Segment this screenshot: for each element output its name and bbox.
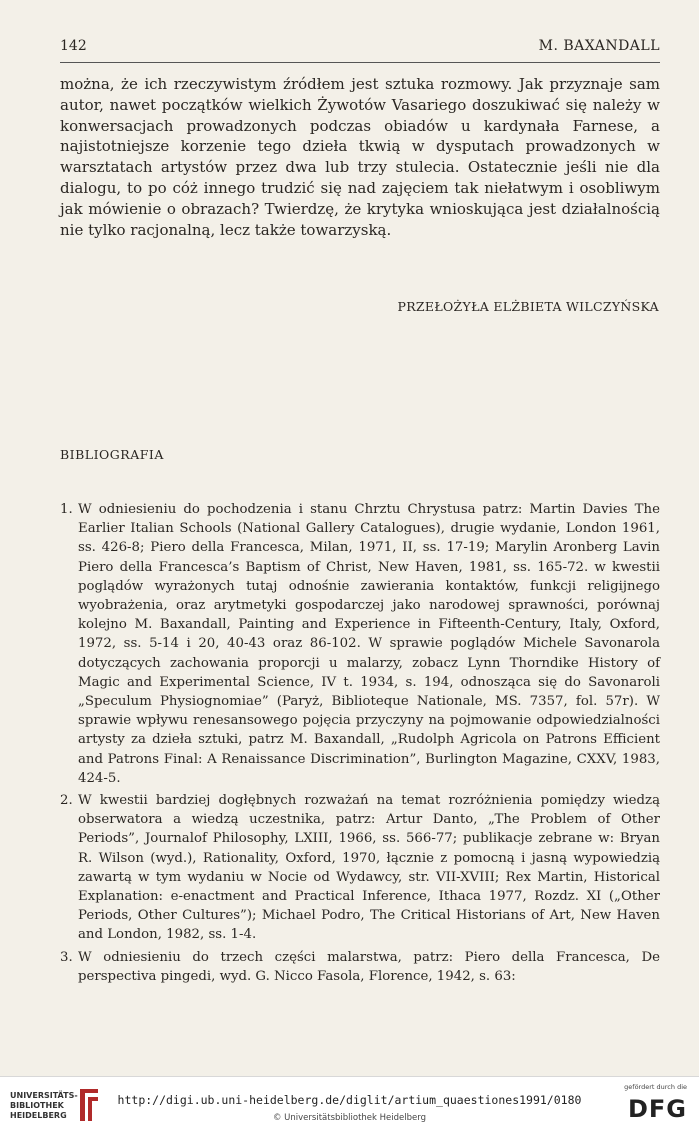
translator-credit: PRZEŁOŻYŁA ELŻBIETA WILCZYŃSKA	[397, 299, 659, 314]
reference-number: 2.	[60, 793, 73, 809]
sponsor-name: DFG	[627, 1095, 687, 1123]
reference-item	[60, 791, 660, 945]
reference-number: 3.	[60, 949, 73, 965]
bibliography-list	[60, 500, 660, 989]
reference-item	[60, 500, 660, 788]
running-header	[60, 38, 660, 60]
page-permalink[interactable]: http://digi.ub.uni-heidelberg.de/diglit/artium_quaestiones1991/0180	[117, 1093, 582, 1107]
running-head-author: M. BAXANDALL	[538, 38, 660, 54]
reference-item	[60, 948, 660, 986]
header-rule	[60, 62, 660, 63]
body-paragraph: można, że ich rzeczywistym źródłem jest sztuka rozmowy. Jak przyznaje sam autor, nawet początków wielkich Żywotów Vasariego doszukiwać się należy w konwersacjach prowadzonych podczas obiadów u kardynała Farnese, a najistotniejsze korzenie tego dzieła tkwią w dysputach prowadzonych w warsztatach artystów przez dwa lub trzy stulecia. Ostatecznie jeśli nie dla dialogu, to po cóż innego trudzić się nad zajęciem tak niełatwym i osobliwym jak mówienie o obrazach? Twierdzę, że krytyka wnioskująca jest działalnością nie tylko racjonalną, lecz także towarzyską.	[60, 75, 660, 239]
reference-text: W odniesieniu do pochodzenia i stanu Chrztu Chrystusa patrz: Martin Davies The Earlier Italian Schools (National Gallery Catalogues), drugie wydanie, London 1961, ss. 426-8; Piero della Francesca, Milan, 1971, II, ss. 17-19; Marylin Aronberg Lavin Piero della Francesca’s Baptism of Christ, New Haven, 1981, ss. 165-72. w kwestii poglądów wyrażonych tutaj odnośnie zawierania kontaktów, funkcji religijnego wyobrażenia, oraz arytmetyki gospodarczej jako narodowej sprawności, porównaj kolejno M. Baxandall, Painting and Experience in Fifteenth-Century, Italy, Oxford, 1972, ss. 5-14 i 20, 40-43 oraz 86-102. W sprawie poglądów Michele Savonarola dotyczących zachowania proporcji u malarzy, zobacz Lynn Thorndike History of Magic and Experimental Science, IV t. 1934, s. 194, odnosząca się do Savonaroli „Speculum Physiognomiae” (Paryż, Biblioteque Nationale, MS. 7357, fol. 57r). W sprawie wpływu renesansowego pojęcia przyczyny na pojmowanie odpowiedzialności artysty za dzieła sztuki, patrz M. Baxandall, „Rudolph Agricola on Patrons Efficient and Patrons Final: A Renaissance Discrimination”, Burlington Magazine, CXXV, 1983, 424-5.	[78, 502, 660, 786]
reference-text: W odniesieniu do trzech części malarstwa, patrz: Piero della Francesca, De perspectiva pingedi, wyd. G. Nicco Fasola, Florence, 1942, s. 63:	[78, 949, 660, 984]
library-name: UNIVERSITÄTS- BIBLIOTHEK HEIDELBERG	[10, 1091, 78, 1120]
reference-number: 1.	[60, 502, 73, 517]
copyright-notice: © Universitätsbibliothek Heidelberg	[272, 1113, 426, 1123]
sponsor-note: gefördert durch die	[624, 1083, 687, 1091]
reference-text: W kwestii bardziej dogłębnych rozważań na temat rozróżnienia pomiędzy wiedzą obserwatora a wiedzą uczestnika, patrz: Artur Danto, „The Problem of Other Periods”, Journalof Philosophy, LXIII, 1966, ss. 566-77; publikacje zebrane w: Bryan R. Wilson (wyd.), Rationality, Oxford, 1970, łącznie z pomocną i jasną wypowiedzią zawartą w tym wydaniu w Nocie od Wydawcy, str. VII-XVIII; Rex Martin, Historical Explanation: e-enactment and Practical Inference, Ithaca 1977, Rozdz. XI („Other Periods, Other Cultures”); Michael Podro, The Critical Historians of Art, New Haven and London, 1982, ss. 1-4.	[78, 793, 660, 943]
body-text	[60, 74, 660, 240]
dfg-logo[interactable]	[617, 1083, 687, 1127]
page-number: 142	[60, 38, 87, 54]
bibliography-title: BIBLIOGRAFIA	[60, 447, 164, 462]
viewer-footer	[0, 1076, 699, 1132]
